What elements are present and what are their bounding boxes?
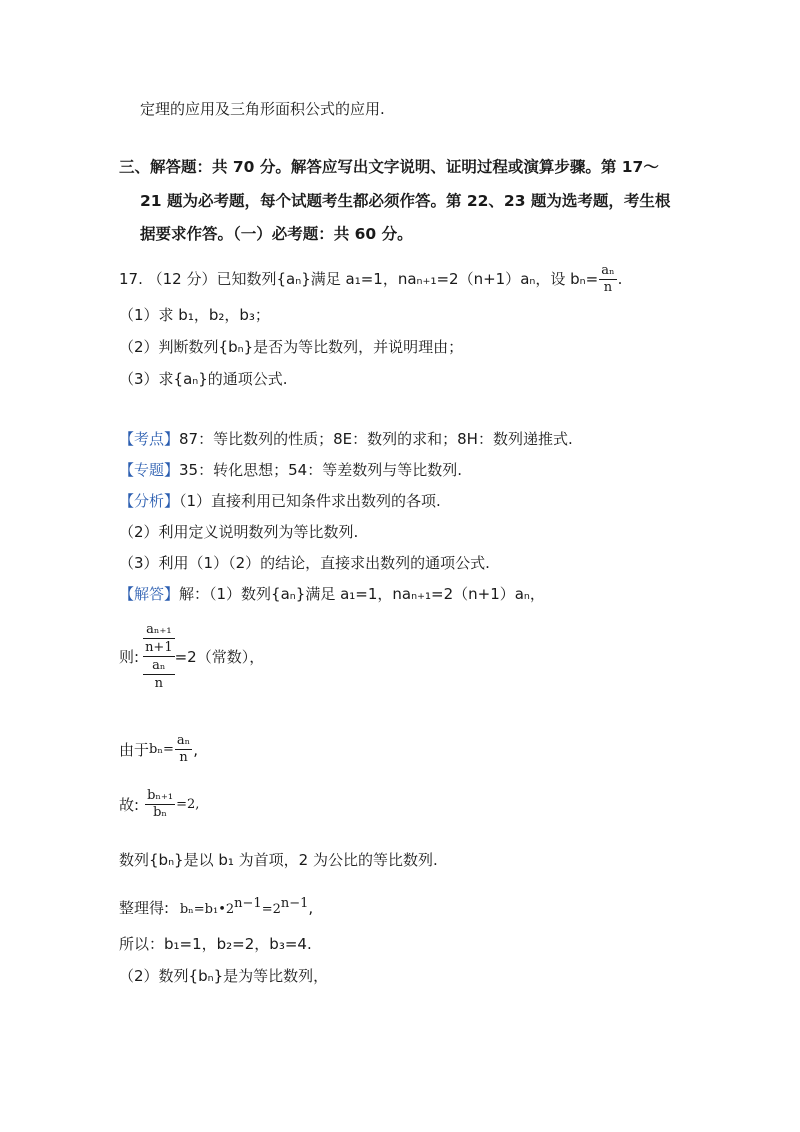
line-suoyi: 所以：b₁=1，b₂=2，b₃=4. — [119, 935, 312, 953]
formula-zhengli — [119, 893, 313, 921]
zhengli-mid: =2 — [261, 902, 281, 917]
gu-num: bₙ₊₁ — [147, 788, 174, 803]
fraction-denominator: n — [603, 280, 613, 295]
question-3: （3）求{aₙ}的通项公式. — [119, 370, 288, 388]
section-heading-line1: 三、解答题：共 70 分。解答应写出文字说明、证明过程或演算步骤。第 17～ — [119, 158, 659, 176]
formula-gu — [119, 788, 199, 821]
question-2: （2）判断数列{bₙ}是否为等比数列，并说明理由； — [119, 338, 464, 356]
problem-statement — [119, 263, 622, 296]
problem-number: 17. — [119, 270, 143, 288]
jieda-label: 【解答】 — [119, 585, 180, 603]
zhengli-expr: bₙ=b₁•2 — [179, 902, 235, 917]
youyu-label: 由于 — [119, 740, 150, 759]
youyu-end: , — [193, 740, 199, 759]
section-heading-line3: 据要求作答。（一）必考题：共 60 分。 — [140, 225, 413, 243]
gu-den: bₙ — [153, 805, 168, 820]
section-heading-line2: 21 题为必考题，每个试题考生都必须作答。第 22、23 题为选考题，考生根 — [140, 192, 671, 210]
problem-fraction — [599, 263, 616, 296]
fenxi-text-3: （3）利用（1）（2）的结论，直接求出数列的通项公式. — [119, 554, 490, 572]
youyu-num: aₙ — [176, 733, 191, 748]
youyu-den: n — [179, 750, 188, 765]
kaodian-text: 87：等比数列的性质；8E：数列的求和；8H：数列递推式. — [179, 430, 573, 448]
ze-num-bot: n+1 — [145, 640, 173, 655]
question-1: （1）求 b₁，b₂，b₃； — [119, 306, 270, 324]
youyu-b: bₙ= — [149, 741, 174, 757]
ze-rhs: =2（常数）， — [174, 647, 265, 666]
ze-num-top: aₙ₊₁ — [146, 622, 172, 637]
ze-label: 则: — [119, 647, 140, 666]
problem-seq: {aₙ} — [276, 270, 311, 288]
line-seq: 数列{bₙ}是以 b₁ 为首项，2 为公比的等比数列. — [119, 851, 438, 869]
fenxi-text-2: （2）利用定义说明数列为等比数列. — [119, 523, 359, 541]
fraction-numerator: aₙ — [601, 263, 615, 278]
gu-fraction — [145, 788, 175, 821]
ze-compound-fraction — [143, 621, 175, 692]
gu-rhs: =2, — [176, 796, 200, 812]
jieda-text: 解：（1）数列{aₙ}满足 a₁=1，naₙ₊₁=2（n+1）aₙ， — [179, 585, 545, 603]
problem-cond: 满足 a₁=1，naₙ₊₁=2（n+1）aₙ，设 bₙ= — [310, 270, 599, 288]
ze-den-top: aₙ — [143, 656, 175, 674]
zhuanti-text: 35：转化思想；54：等差数列与等比数列. — [179, 461, 462, 479]
zhengli-label: 整理得: — [119, 899, 170, 917]
fenxi-line — [119, 490, 441, 512]
formula-youyu — [119, 733, 198, 766]
zhengli-exp2: n−1 — [280, 896, 309, 911]
line-part2: （2）数列{bₙ}是为等比数列， — [119, 967, 329, 985]
fenxi-label: 【分析】 — [119, 492, 180, 510]
formula-ze — [119, 621, 264, 692]
line-top: 定理的应用及三角形面积公式的应用. — [140, 100, 385, 118]
kaodian-label: 【考点】 — [119, 430, 180, 448]
ze-den-bot: n — [143, 674, 175, 692]
zhengli-end: , — [308, 899, 314, 917]
jieda-line — [119, 583, 545, 605]
zhuanti-label: 【专题】 — [119, 461, 180, 479]
kaodian-line — [119, 428, 573, 450]
problem-score: （12 分）已知数列 — [147, 270, 277, 288]
gu-label: 故: — [119, 795, 140, 814]
youyu-fraction — [175, 733, 192, 766]
problem-end: . — [617, 270, 623, 288]
zhengli-exp1: n−1 — [234, 896, 262, 911]
zhuanti-line — [119, 459, 462, 481]
fenxi-text-1: （1）直接利用已知条件求出数列的各项. — [179, 492, 441, 510]
